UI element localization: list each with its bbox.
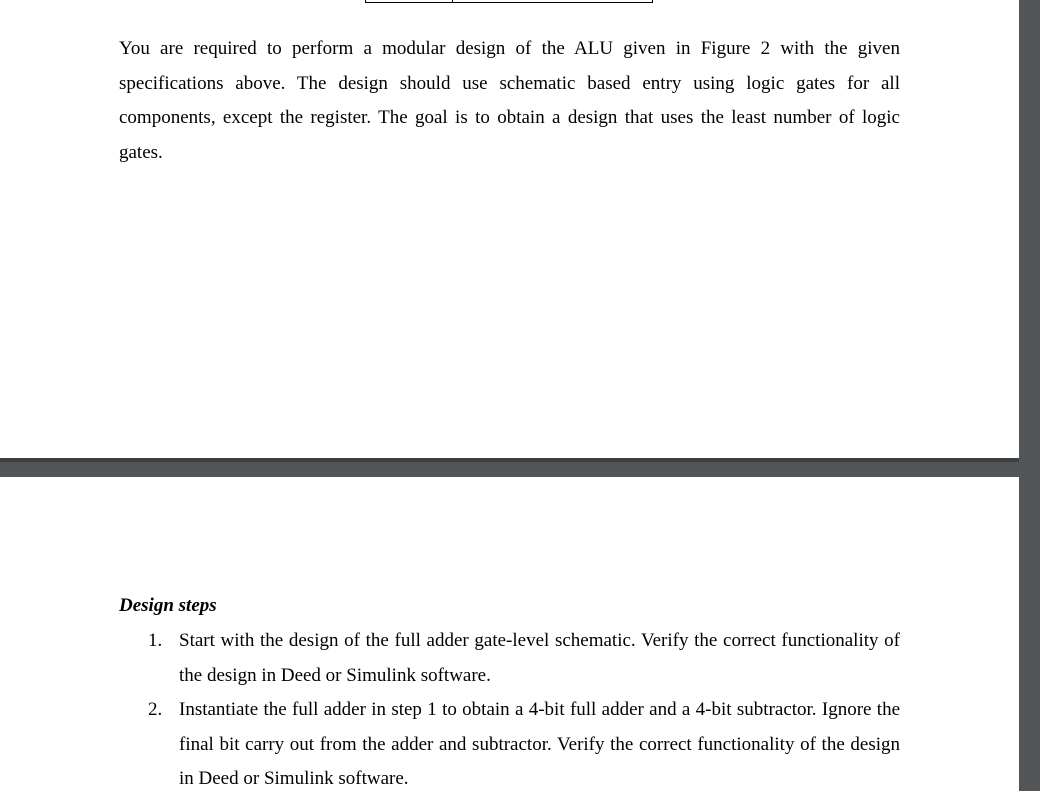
step-number: 2. [148, 699, 163, 721]
list-item [148, 693, 900, 791]
page-gap-shadow [0, 458, 1019, 462]
list-item [148, 624, 900, 693]
table-cell-divider [452, 0, 453, 3]
table-fragment [365, 0, 653, 3]
step-text: Start with the design of the full adder gate-level schematic. Verify the correct functionality of the design in Deed or Simulink software. [179, 630, 900, 686]
design-steps-list [148, 624, 900, 791]
viewer-scrollbar-track[interactable] [1019, 0, 1040, 791]
document-page-2 [0, 477, 1019, 791]
step-text: Instantiate the full adder in step 1 to obtain a 4-bit full adder and a 4-bit subtractor. Ignore the final bit carry out from the adder and subtractor. Verify the correct functionality of the design in Deed or Simulink software. [179, 699, 900, 790]
requirements-paragraph: You are required to perform a modular design of the ALU given in Figure 2 with the given specifications above. The design should use schematic based entry using logic gates for all components, except the register. The goal is to obtain a design that uses the least number of logic gates. [119, 38, 900, 164]
step-number: 1. [148, 630, 163, 651]
design-steps-heading: Design steps [119, 595, 217, 616]
